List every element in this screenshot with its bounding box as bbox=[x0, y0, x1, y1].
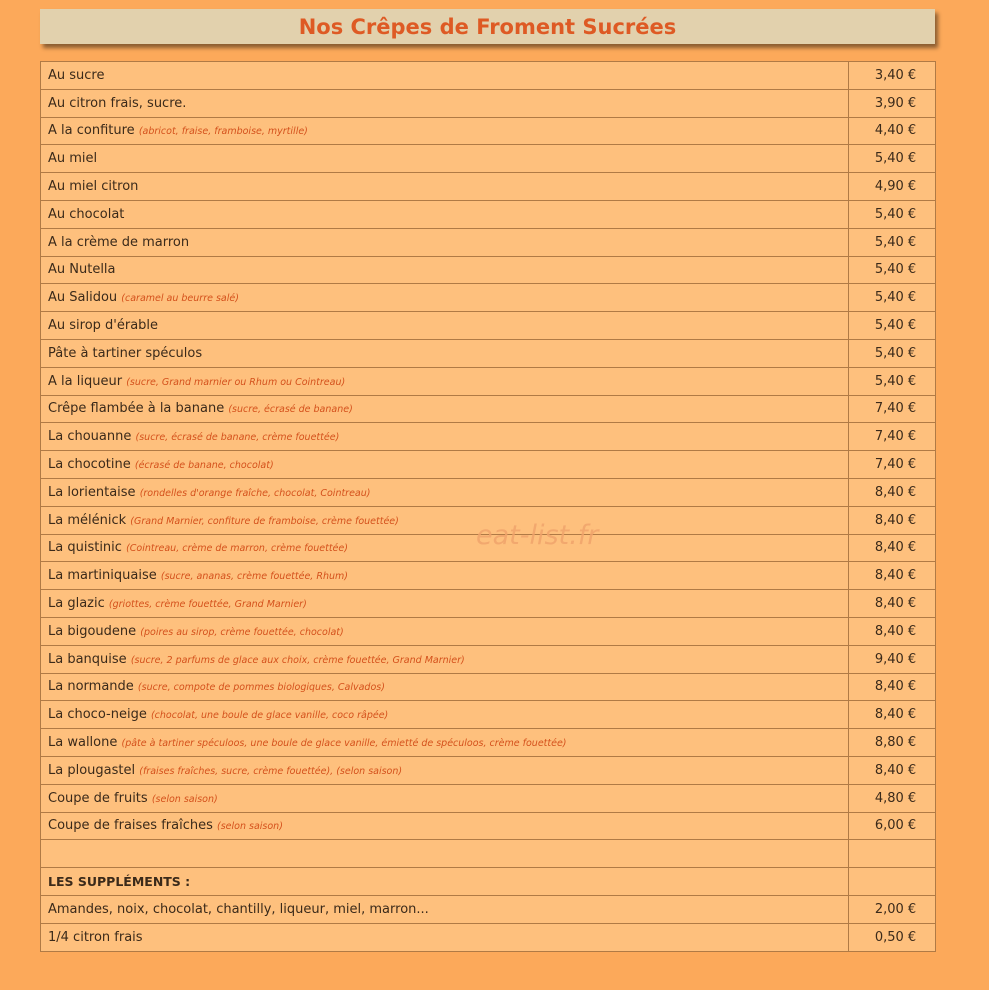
menu-row bbox=[41, 117, 936, 145]
item-name-cell bbox=[41, 200, 849, 228]
item-price: 8,40 € bbox=[849, 506, 936, 534]
menu-title: Nos Crêpes de Froment Sucrées bbox=[298, 14, 677, 39]
menu-table-body bbox=[41, 62, 936, 952]
item-name-cell bbox=[41, 451, 849, 479]
item-name-cell bbox=[41, 645, 849, 673]
supplement-name: 1/4 citron frais bbox=[48, 929, 143, 945]
item-name: La choco-neige bbox=[48, 707, 147, 723]
watermark: eat-list.fr bbox=[476, 520, 599, 551]
menu-row bbox=[41, 256, 936, 284]
item-name: La mélénick bbox=[48, 512, 127, 528]
menu-row bbox=[41, 506, 936, 534]
item-name-cell bbox=[41, 395, 849, 423]
item-name: Coupe de fruits bbox=[48, 790, 148, 806]
item-description: (fraises fraîches, sucre, crème fouettée), (selon saison) bbox=[139, 765, 403, 777]
item-description: (sucre, compote de pommes biologiques, Calvados) bbox=[137, 682, 385, 694]
item-name-cell bbox=[41, 173, 849, 201]
item-price: 5,40 € bbox=[849, 339, 936, 367]
supplement-row bbox=[41, 923, 936, 951]
item-price: 5,40 € bbox=[849, 312, 936, 340]
item-price: 8,80 € bbox=[849, 729, 936, 757]
item-description: (Grand Marnier, confiture de framboise, crème fouettée) bbox=[130, 515, 399, 527]
item-name: Au miel bbox=[48, 151, 98, 167]
item-name: Au miel citron bbox=[48, 179, 139, 195]
item-name: La plougastel bbox=[48, 762, 136, 778]
supplement-row bbox=[41, 895, 936, 923]
item-name-cell bbox=[41, 423, 849, 451]
menu-row bbox=[41, 339, 936, 367]
item-name: La martiniquaise bbox=[48, 568, 157, 584]
item-name-cell bbox=[41, 339, 849, 367]
item-name-cell bbox=[41, 756, 849, 784]
item-name-cell bbox=[41, 673, 849, 701]
item-price: 5,40 € bbox=[849, 256, 936, 284]
menu-row bbox=[41, 145, 936, 173]
item-description: (pâte à tartiner spéculoos, une boule de glace vanille, émietté de spéculoos, crème fouettée) bbox=[121, 738, 567, 750]
item-price: 4,80 € bbox=[849, 784, 936, 812]
item-name: Pâte à tartiner spéculos bbox=[48, 345, 203, 361]
item-name-cell bbox=[41, 562, 849, 590]
menu-row bbox=[41, 812, 936, 840]
supplement-name: Amandes, noix, chocolat, chantilly, liqueur, miel, marron... bbox=[48, 901, 429, 917]
item-price: 5,40 € bbox=[849, 367, 936, 395]
item-description: (sucre, 2 parfums de glace aux choix, crème fouettée, Grand Marnier) bbox=[130, 654, 465, 666]
menu-row bbox=[41, 617, 936, 645]
item-description: (sucre, écrasé de banane, crème fouettée) bbox=[135, 432, 340, 444]
item-description: (griottes, crème fouettée, Grand Marnier) bbox=[108, 599, 307, 611]
item-name-cell bbox=[41, 617, 849, 645]
item-name-cell bbox=[41, 840, 849, 868]
item-price bbox=[849, 868, 936, 896]
item-description: (abricot, fraise, framboise, myrtille) bbox=[138, 126, 308, 138]
item-name-cell bbox=[41, 256, 849, 284]
menu-row bbox=[41, 701, 936, 729]
item-price: 5,40 € bbox=[849, 145, 936, 173]
item-price: 8,40 € bbox=[849, 478, 936, 506]
item-name: Au sucre bbox=[48, 67, 105, 83]
item-price: 8,40 € bbox=[849, 701, 936, 729]
item-name-cell bbox=[41, 89, 849, 117]
item-description: (écrasé de banane, chocolat) bbox=[134, 460, 274, 472]
item-description: (Cointreau, crème de marron, crème fouettée) bbox=[126, 543, 348, 555]
menu-row bbox=[41, 756, 936, 784]
item-name-cell bbox=[41, 367, 849, 395]
item-price: 7,40 € bbox=[849, 395, 936, 423]
item-description: (sucre, écrasé de banane) bbox=[228, 404, 353, 416]
item-name: Au Salidou bbox=[48, 290, 118, 306]
item-price: 7,40 € bbox=[849, 423, 936, 451]
item-name: Au sirop d'érable bbox=[48, 318, 159, 334]
item-name: La banquise bbox=[48, 651, 127, 667]
item-price: 5,40 € bbox=[849, 284, 936, 312]
item-price: 8,40 € bbox=[849, 673, 936, 701]
item-price: 3,90 € bbox=[849, 89, 936, 117]
item-name: La chouanne bbox=[48, 429, 132, 445]
item-name-cell bbox=[41, 784, 849, 812]
item-description: (selon saison) bbox=[217, 821, 283, 833]
menu-row bbox=[41, 423, 936, 451]
menu-row bbox=[41, 173, 936, 201]
item-name-cell bbox=[41, 506, 849, 534]
item-name-cell bbox=[41, 117, 849, 145]
item-price: 7,40 € bbox=[849, 451, 936, 479]
item-description: (rondelles d'orange fraîche, chocolat, Cointreau) bbox=[139, 487, 371, 499]
item-name-cell bbox=[41, 145, 849, 173]
item-price: 4,90 € bbox=[849, 173, 936, 201]
menu-row bbox=[41, 562, 936, 590]
item-name: La wallone bbox=[48, 735, 118, 751]
menu-row bbox=[41, 673, 936, 701]
item-name: Au Nutella bbox=[48, 262, 116, 278]
empty-row bbox=[41, 840, 936, 868]
item-name: La chocotine bbox=[48, 457, 131, 473]
item-name: Crêpe flambée à la banane bbox=[48, 401, 225, 417]
menu-table bbox=[40, 61, 936, 952]
item-name: Au chocolat bbox=[48, 206, 125, 222]
item-name-cell bbox=[41, 312, 849, 340]
supplements-header: LES SUPPLÉMENTS : bbox=[48, 873, 191, 889]
item-price: 5,40 € bbox=[849, 200, 936, 228]
menu-row bbox=[41, 534, 936, 562]
item-price: 8,40 € bbox=[849, 590, 936, 618]
item-name-cell bbox=[41, 478, 849, 506]
item-name: Au citron frais, sucre. bbox=[48, 95, 187, 111]
item-name-cell bbox=[41, 701, 849, 729]
item-price: 5,40 € bbox=[849, 228, 936, 256]
menu-title-bar bbox=[40, 9, 935, 44]
item-name: La glazic bbox=[48, 596, 105, 612]
item-name-cell bbox=[41, 895, 849, 923]
item-name: A la liqueur bbox=[48, 373, 123, 389]
item-name-cell bbox=[41, 868, 849, 896]
item-price: 8,40 € bbox=[849, 534, 936, 562]
menu-row bbox=[41, 645, 936, 673]
menu-row bbox=[41, 62, 936, 90]
item-name: La normande bbox=[48, 679, 134, 695]
item-name-cell bbox=[41, 62, 849, 90]
item-price: 3,40 € bbox=[849, 62, 936, 90]
menu-row bbox=[41, 228, 936, 256]
item-name: La quistinic bbox=[48, 540, 122, 556]
menu-row bbox=[41, 89, 936, 117]
menu-row bbox=[41, 367, 936, 395]
item-description: (poires au sirop, crème fouettée, chocolat) bbox=[140, 626, 344, 638]
menu-row bbox=[41, 729, 936, 757]
item-description: (selon saison) bbox=[151, 793, 218, 805]
menu-row bbox=[41, 312, 936, 340]
item-name: A la crème de marron bbox=[48, 234, 190, 250]
menu-row bbox=[41, 395, 936, 423]
menu-row bbox=[41, 200, 936, 228]
item-name: A la confiture bbox=[48, 123, 135, 139]
item-price: 0,50 € bbox=[849, 923, 936, 951]
item-price: 6,00 € bbox=[849, 812, 936, 840]
item-name-cell bbox=[41, 534, 849, 562]
item-price: 8,40 € bbox=[849, 562, 936, 590]
item-price: 9,40 € bbox=[849, 645, 936, 673]
item-name: La bigoudene bbox=[48, 623, 137, 639]
item-name-cell bbox=[41, 284, 849, 312]
item-price: 8,40 € bbox=[849, 617, 936, 645]
supplements-header-row bbox=[41, 868, 936, 896]
item-description: (sucre, ananas, crème fouettée, Rhum) bbox=[160, 571, 348, 583]
item-description: (chocolat, une boule de glace vanille, coco râpée) bbox=[150, 710, 389, 722]
item-name-cell bbox=[41, 228, 849, 256]
item-price: 2,00 € bbox=[849, 895, 936, 923]
item-name-cell bbox=[41, 729, 849, 757]
menu-row bbox=[41, 590, 936, 618]
item-name: La lorientaise bbox=[48, 484, 136, 500]
menu-row bbox=[41, 478, 936, 506]
item-description: (caramel au beurre salé) bbox=[121, 293, 239, 305]
menu-row bbox=[41, 284, 936, 312]
item-name: Coupe de fraises fraîches bbox=[48, 818, 213, 834]
item-price: 4,40 € bbox=[849, 117, 936, 145]
item-name-cell bbox=[41, 590, 849, 618]
item-name-cell bbox=[41, 812, 849, 840]
item-price: 8,40 € bbox=[849, 756, 936, 784]
menu-row bbox=[41, 451, 936, 479]
menu-row bbox=[41, 784, 936, 812]
item-description: (sucre, Grand marnier ou Rhum ou Cointreau) bbox=[126, 376, 346, 388]
item-name-cell bbox=[41, 923, 849, 951]
item-price bbox=[849, 840, 936, 868]
